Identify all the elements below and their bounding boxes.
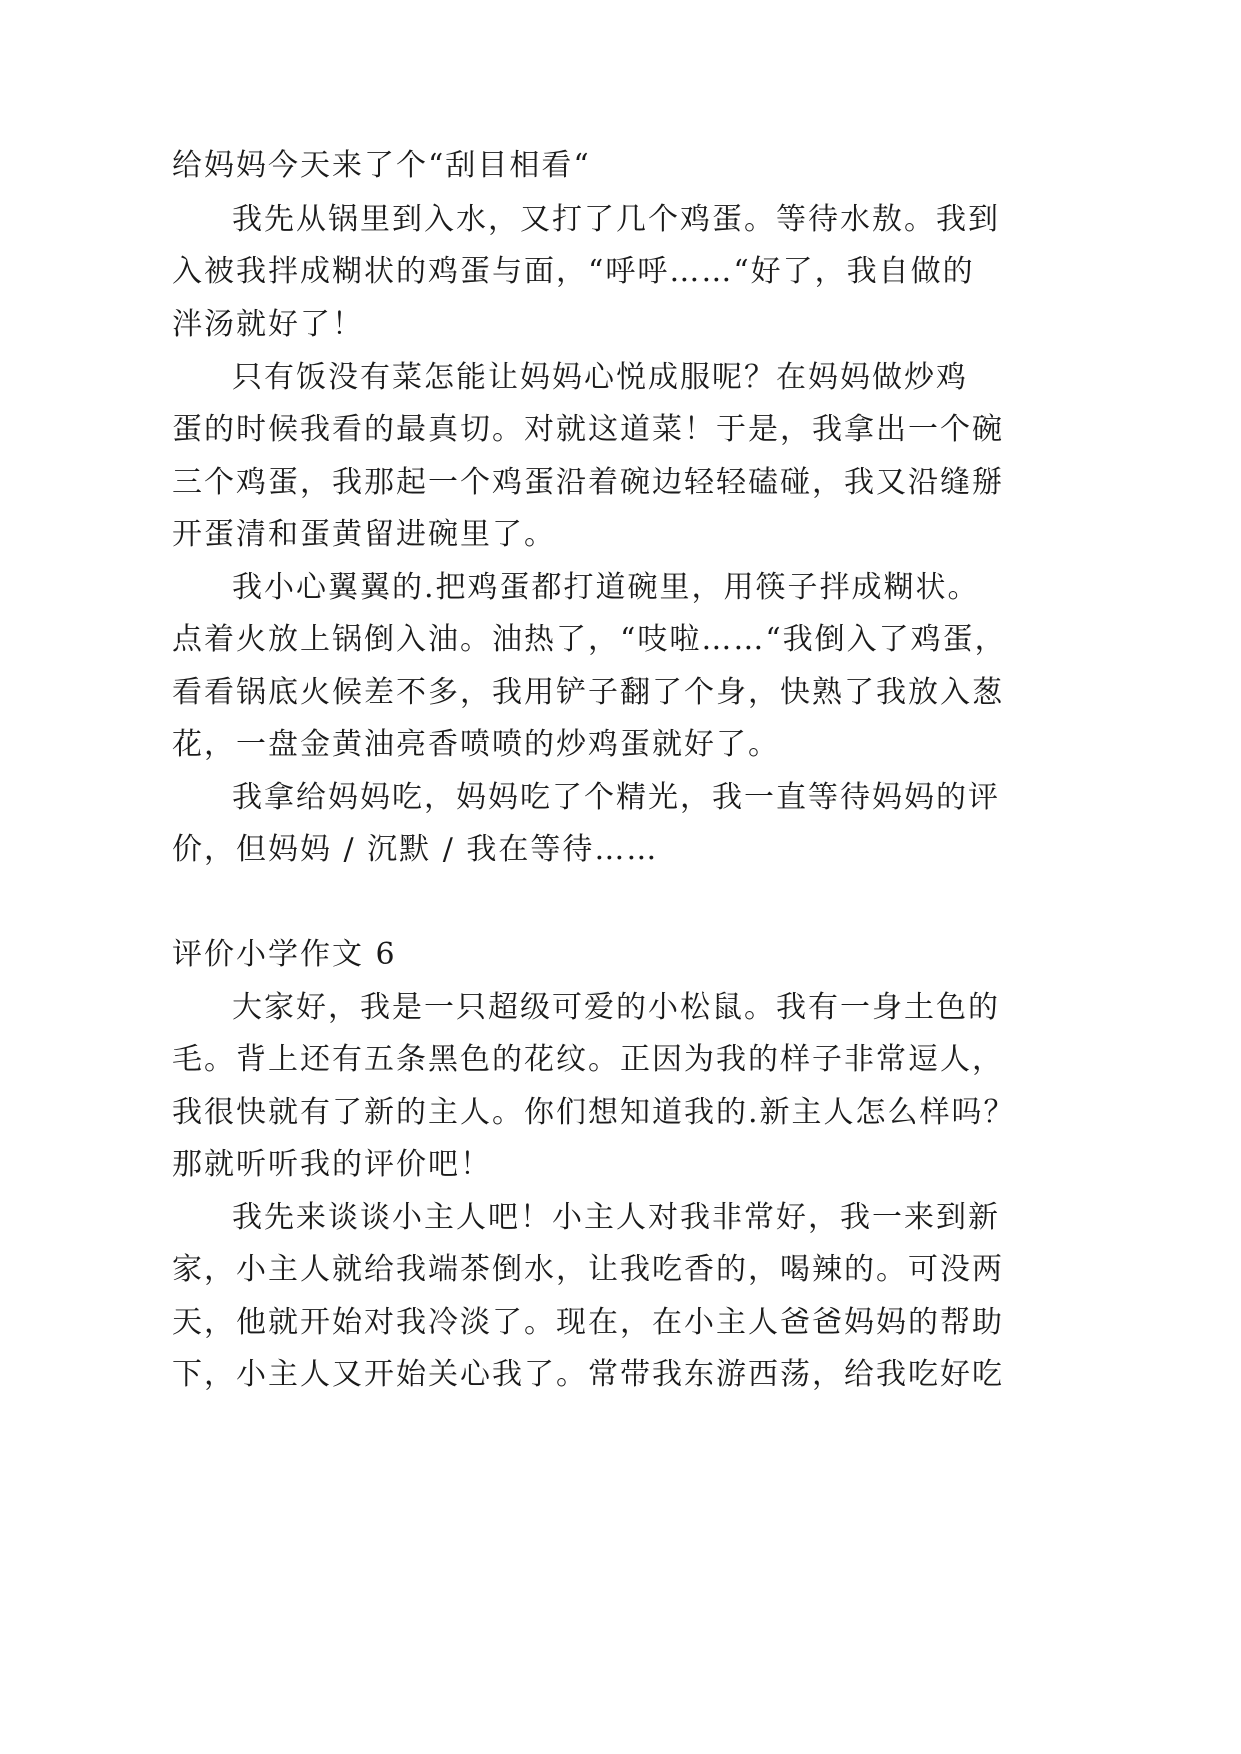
- paragraph-line: 价，但妈妈 / 沉默 / 我在等待……: [172, 832, 659, 867]
- section-title-line: 评价小学作文 6: [172, 937, 397, 972]
- section-title-line: 给妈妈今天来了个“刮目相看“: [172, 148, 591, 183]
- paragraph-line: 入被我拌成糊状的鸡蛋与面，“呼呼……“好了，我自做的: [172, 254, 975, 289]
- paragraph-line: 我先从锅里到入水，又打了几个鸡蛋。等待水敖。我到: [232, 202, 1000, 237]
- paragraph-line: 天，他就开始对我冷淡了。现在，在小主人爸爸妈妈的帮助: [172, 1305, 1004, 1340]
- paragraph-line: 我先来谈谈小主人吧！小主人对我非常好，我一来到新: [232, 1200, 1000, 1235]
- paragraph-line: 开蛋清和蛋黄留进碗里了。: [172, 517, 556, 552]
- paragraph-line: 点着火放上锅倒入油。油热了，“吱啦……“我倒入了鸡蛋，: [172, 622, 1007, 657]
- paragraph-line: 我拿给妈妈吃，妈妈吃了个精光，我一直等待妈妈的评: [232, 780, 1000, 815]
- paragraph-line: 只有饭没有菜怎能让妈妈心悦成服呢？在妈妈做炒鸡: [232, 360, 968, 395]
- paragraph-line: 看看锅底火候差不多，我用铲子翻了个身，快熟了我放入葱: [172, 675, 1004, 710]
- paragraph-line: 三个鸡蛋，我那起一个鸡蛋沿着碗边轻轻磕碰，我又沿缝掰: [172, 465, 1004, 500]
- paragraph-line: 下，小主人又开始关心我了。常带我东游西荡，给我吃好吃: [172, 1357, 1004, 1392]
- paragraph-line: 泮汤就好了！: [172, 307, 364, 342]
- paragraph-line: 大家好，我是一只超级可爱的小松鼠。我有一身土色的: [232, 990, 1000, 1025]
- paragraph-line: 那就听听我的评价吧！: [172, 1147, 492, 1182]
- paragraph-line: 花，一盘金黄油亮香喷喷的炒鸡蛋就好了。: [172, 727, 780, 762]
- paragraph-line: 家，小主人就给我端茶倒水，让我吃香的，喝辣的。可没两: [172, 1252, 1004, 1287]
- paragraph-line: 我很快就有了新的主人。你们想知道我的.新主人怎么样吗？: [172, 1095, 1016, 1130]
- paragraph-line: 蛋的时候我看的最真切。对就这道菜！于是，我拿出一个碗: [172, 412, 1004, 447]
- paragraph-line: 我小心翼翼的.把鸡蛋都打道碗里，用筷子拌成糊状。: [232, 570, 980, 605]
- paragraph-line: 毛。背上还有五条黑色的花纹。正因为我的样子非常逗人，: [172, 1042, 1004, 1077]
